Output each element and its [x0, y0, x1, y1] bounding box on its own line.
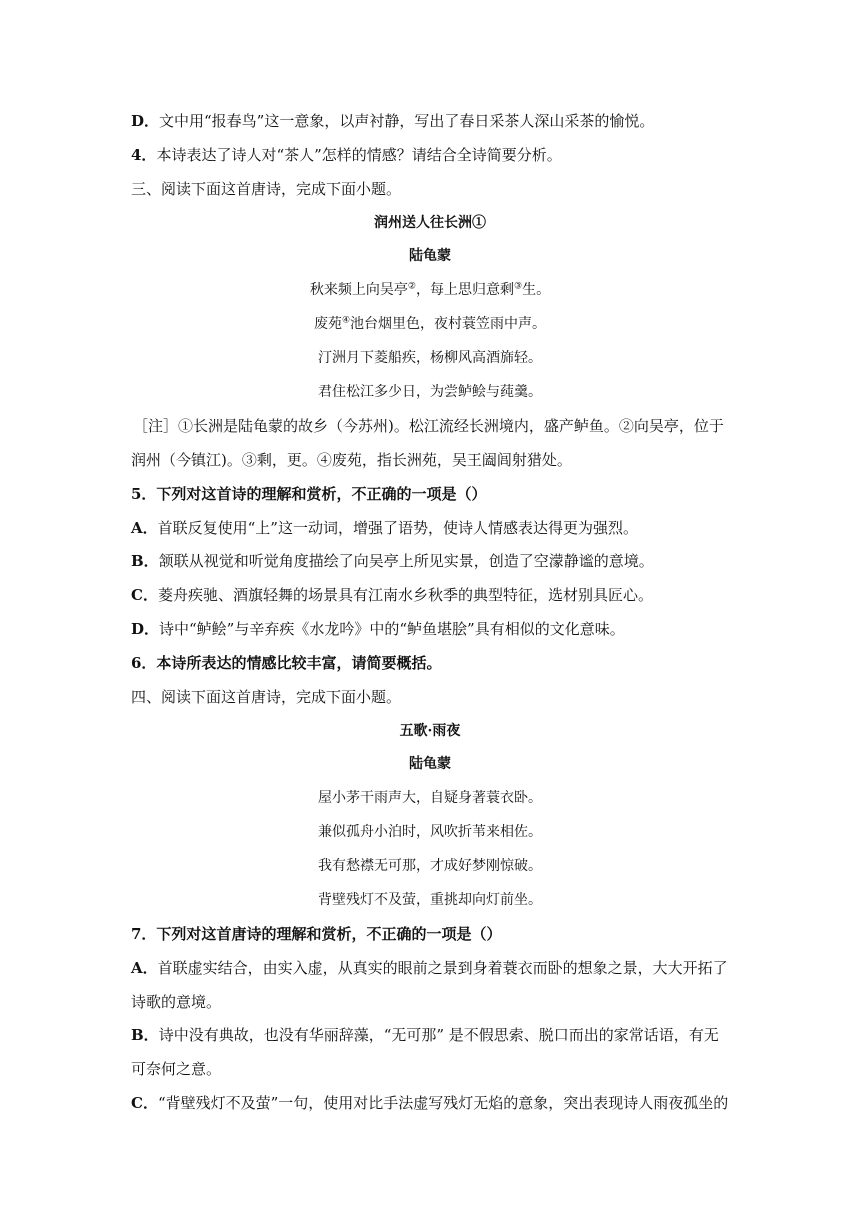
- poem-2-line-4: 背壁残灯不及萤，重挑却向灯前坐。: [318, 892, 542, 908]
- option-text: 诗中没有典故，也没有华丽辞藻，“无可那” 是不假思索、脱口而出的家常话语，有无: [158, 1026, 719, 1044]
- q7-option-b-line-2: 可奈何之意。: [131, 1060, 222, 1078]
- option-label: D．: [131, 620, 160, 638]
- q5-option-d: [131, 619, 734, 639]
- poem-1-line-2: 废苑④池台烟里色，夜村蓑笠雨中声。: [313, 315, 547, 332]
- option-label: C．: [131, 586, 158, 604]
- option-label: B．: [131, 552, 159, 570]
- annotation-line-1: ［注］①长洲是陆龟蒙的故乡（今苏州)。松江流经长洲境内，盛产鲈鱼。②向吴亭，位于: [133, 417, 724, 435]
- q7-option-a-line-2: 诗歌的意境。: [131, 993, 222, 1011]
- q5-option-a: [131, 518, 734, 538]
- question-6: 6．本诗所表达的情感比较丰富，请简要概括。: [131, 654, 442, 672]
- q5-option-c: [131, 585, 734, 605]
- poem-1-line-3: 汀洲月下菱船疾，杨柳风高酒旆轻。: [318, 350, 542, 366]
- option-label: A．: [131, 519, 158, 537]
- option-d-rest: 文中用“报春鸟”这一意象，以声衬静，写出了春日采茶人深山采茶的愉悦。: [159, 112, 655, 130]
- option-text: 菱舟疾驰、酒旗轻舞的场景具有江南水乡秋季的典型特征，选材别具匠心。: [157, 586, 653, 604]
- poem-1-title: 润州送人往长洲①: [374, 215, 486, 231]
- q7-option-a-line-1: [131, 958, 734, 978]
- poem-1-line-4: 君住松江多少日，为尝鲈鲙与莼羹。: [318, 384, 542, 400]
- poem-2-title: 五歌·雨夜: [399, 723, 461, 739]
- option-text: 颔联从视觉和听觉角度描绘了向吴亭上所见实景，创造了空濛静谧的意境。: [158, 552, 654, 570]
- poem-2-line-1: 屋小茅干雨声大，自疑身著蓑衣卧。: [318, 790, 542, 806]
- option-label: A．: [131, 959, 158, 977]
- q7-option-c-line-1: [131, 1093, 734, 1113]
- section-3-heading: 三、阅读下面这首唐诗，完成下面小题。: [131, 180, 402, 198]
- q5-option-b: [131, 551, 734, 571]
- poem-2-author: 陆龟蒙: [409, 756, 451, 772]
- option-text: “背壁残灯不及萤”一句，使用对比手法虚写残灯无焰的意象，突出表现诗人雨夜孤坐的: [157, 1094, 729, 1112]
- poem-1-author: 陆龟蒙: [409, 248, 451, 264]
- poem-2-line-3: 我有愁襟无可那，才成好梦刚惊破。: [318, 858, 542, 874]
- option-label: C．: [131, 1094, 158, 1112]
- option-label: B．: [131, 1026, 159, 1044]
- question-5: 5．下列对这首诗的理解和赏析，不正确的一项是（）: [131, 485, 487, 503]
- poem-1-line-1: 秋来频上向吴亭②，每上思归意剩③生。: [309, 281, 551, 298]
- option-d-line: D．文中用“报春鸟”这一意象，以声衬静，写出了春日采茶人深山采茶的愉悦。: [131, 112, 655, 130]
- section-4-heading: 四、阅读下面这首唐诗，完成下面小题。: [131, 688, 402, 706]
- question-4: 4．本诗表达了诗人对“茶人”怎样的情感？请结合全诗简要分析。: [131, 146, 562, 164]
- question-7: 7．下列对这首唐诗的理解和赏析，不正确的一项是（）: [131, 925, 502, 943]
- poem-2-line-2: 兼似孤舟小泊时，风吹折苇来相佐。: [318, 824, 542, 840]
- q7-option-b-line-1: [131, 1025, 734, 1045]
- option-text: 首联虚实结合，由实入虚，从真实的眼前之景到身着蓑衣而卧的想象之景，大大开拓了: [157, 959, 728, 977]
- option-text: 首联反复使用“上”这一动词，增强了语势，使诗人情感表达得更为强烈。: [157, 519, 638, 537]
- question-4-rest: 本诗表达了诗人对“茶人”怎样的情感？请结合全诗简要分析。: [156, 146, 562, 164]
- annotation-line-2: 润州（今镇江)。③剩，更。④废苑，指长洲苑，吴王阖闾射猎处。: [131, 451, 572, 469]
- option-text: 诗中“鲈鲙”与辛弃疾《水龙吟》中的“鲈鱼堪脍”具有相似的文化意味。: [159, 620, 625, 638]
